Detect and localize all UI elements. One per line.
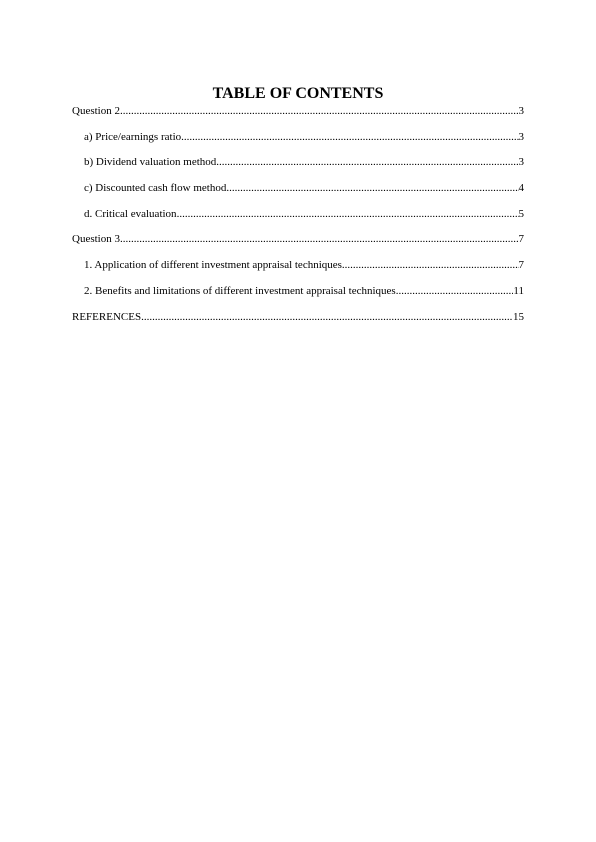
toc-dot-leader (141, 310, 513, 324)
toc-page-number: 7 (518, 233, 524, 246)
toc-page-number: 3 (518, 156, 524, 169)
toc-page-number: 3 (518, 130, 524, 143)
toc-dot-leader (396, 284, 514, 298)
toc-entry-text: REFERENCES (72, 310, 142, 323)
toc-entry-question-3[interactable] (72, 232, 524, 246)
toc-list (72, 104, 524, 335)
toc-entry-price-earnings-ratio[interactable] (72, 130, 524, 144)
toc-entry-critical-evaluation[interactable] (72, 207, 524, 221)
toc-dot-leader (216, 155, 518, 169)
toc-entry-benefits-and-limitations[interactable] (72, 284, 524, 298)
toc-dot-leader (181, 130, 518, 144)
toc-page-number: 3 (518, 105, 524, 117)
toc-dot-leader (342, 258, 519, 272)
toc-dot-leader (120, 232, 519, 246)
toc-entry-question-2[interactable] (72, 104, 524, 118)
toc-entry-text: d. Critical evaluation (84, 207, 177, 220)
toc-entry-text: Question 2 (72, 105, 120, 117)
toc-entry-discounted-cash-flow-method[interactable] (72, 181, 524, 195)
toc-entry-text: Question 3 (72, 233, 120, 246)
toc-page-number: 7 (518, 259, 524, 272)
toc-dot-leader (177, 207, 519, 221)
toc-page-number: 15 (513, 310, 524, 323)
toc-entry-dividend-valuation-method[interactable] (72, 155, 524, 169)
toc-page-number: 4 (518, 182, 524, 195)
toc-title: TABLE OF CONTENTS (212, 85, 384, 102)
toc-page-number: 5 (518, 207, 524, 220)
toc-dot-leader (120, 104, 519, 118)
toc-entry-references[interactable] (72, 310, 524, 324)
toc-entry-text: 1. Application of different investment appraisal techniques (84, 259, 342, 272)
toc-entry-application-of-techniques[interactable] (72, 258, 524, 272)
toc-entry-text: 2. Benefits and limitations of different investment appraisal techniques (84, 284, 396, 297)
toc-entry-text: c) Discounted cash flow method (84, 182, 227, 195)
toc-entry-text: b) Dividend valuation method (84, 156, 217, 169)
toc-dot-leader (226, 181, 518, 195)
toc-entry-text: a) Price/earnings ratio (84, 130, 182, 143)
toc-page-number: 11 (513, 284, 524, 297)
